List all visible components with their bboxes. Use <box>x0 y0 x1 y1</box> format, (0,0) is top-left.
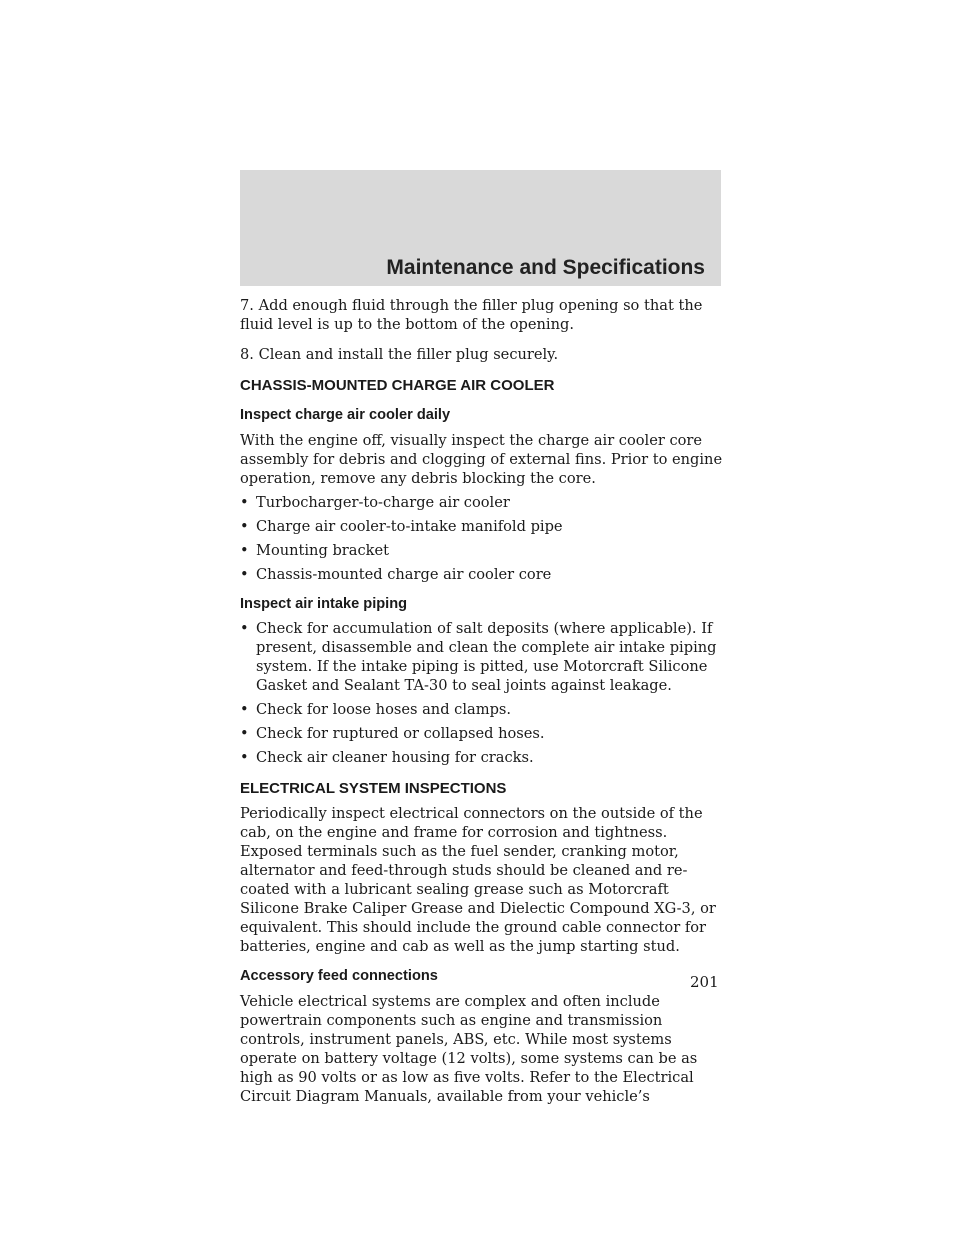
cooler-body: With the engine off, visually inspect the charge air cooler core assembly for debris and clogging of external fins. Prior to engine operation, remove any debris blocking the core. <box>240 432 723 487</box>
electrical-heading: ELECTRICAL SYSTEM INSPECTIONS <box>240 780 507 797</box>
page-number: 201 <box>690 973 719 991</box>
list-item: • Chassis-mounted charge air cooler core <box>240 566 552 583</box>
bullet-icon: • <box>240 620 249 637</box>
inspect-intake-subheading: Inspect air intake piping <box>240 596 408 612</box>
list-item: • Check for ruptured or collapsed hoses. <box>240 725 545 742</box>
list-item: • Check for loose hoses and clamps. <box>240 701 512 718</box>
bullet-icon: • <box>240 518 249 535</box>
accessory-body: Vehicle electrical systems are complex and often include powertrain components such as engine and transmission controls, instrument panels, ABS, etc. While most systems operate on battery voltage (12 volts), some systems can be as high as 90 volts or as low as five volts. Refer to the Electrical Circuit Diagram Manuals, available from your vehicle’s <box>240 993 698 1105</box>
accessory-subheading: Accessory feed connections <box>240 968 438 984</box>
list-item: • Charge air cooler-to-intake manifold pipe <box>240 518 563 535</box>
list-item: • Turbocharger-to-charge air cooler <box>240 494 510 511</box>
bullet-icon: • <box>240 749 249 766</box>
bullet-icon: • <box>240 566 249 583</box>
header-band <box>240 170 721 286</box>
bullet-icon: • <box>240 725 249 742</box>
charge-air-cooler-heading: CHASSIS-MOUNTED CHARGE AIR COOLER <box>240 377 555 394</box>
intake-bullet-list <box>240 619 724 767</box>
step-8: 8. Clean and install the filler plug securely. <box>240 346 559 363</box>
bullet-icon: • <box>240 701 249 718</box>
list-item: • Mounting bracket <box>240 542 389 559</box>
list-item: • Check air cleaner housing for cracks. <box>240 749 534 766</box>
list-item: • Check for accumulation of salt deposits (where applicable). If present, disassemble and clean the complete air intake piping system. If the intake piping is pitted, use Motorcraft Silicone Gasket and Sealant TA-30 to seal joints against leakage. <box>240 620 717 694</box>
bullet-icon: • <box>240 494 249 511</box>
bullet-icon: • <box>240 542 249 559</box>
cooler-bullet-list <box>240 493 724 584</box>
step-7: 7. Add enough fluid through the filler plug opening so that the fluid level is up to the bottom of the opening. <box>240 297 703 333</box>
section-title: Maintenance and Specifications <box>386 256 705 279</box>
page-content <box>240 296 724 1106</box>
electrical-body: Periodically inspect electrical connectors on the outside of the cab, on the engine and frame for corrosion and tightness. Exposed terminals such as the fuel sender, cranking motor, alternator and feed-through studs should be cleaned and re-coated with a lubricant sealing grease such as Motorcraft Silicone Brake Caliper Grease and Dielectic Compound XG-3, or equivalent. This should include the ground cable connector for batteries, engine and cab as well as the jump starting stud. <box>240 805 716 955</box>
inspect-cooler-subheading: Inspect charge air cooler daily <box>240 407 451 423</box>
